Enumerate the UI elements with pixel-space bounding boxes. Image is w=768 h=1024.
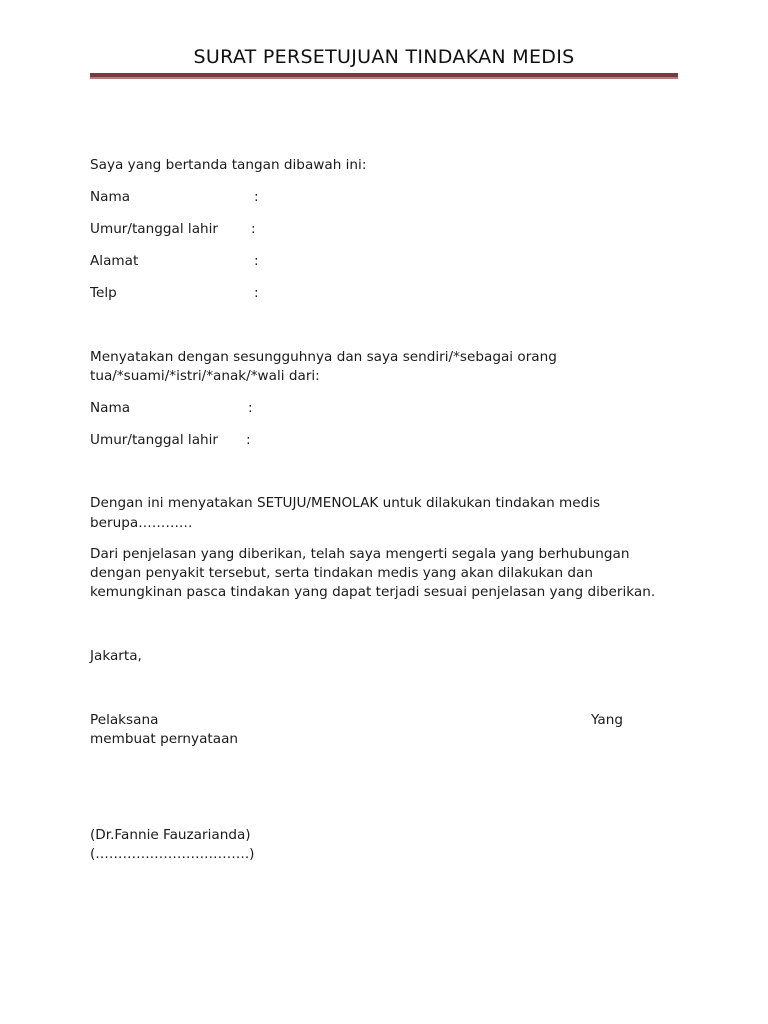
- signer-address-label: Alamat: [90, 253, 139, 269]
- consent-line-2: berupa…………: [90, 515, 193, 531]
- signer-address-colon: :: [254, 253, 259, 269]
- place-text: Jakarta,: [90, 648, 142, 664]
- explanation-line-1: Dari penjelasan yang diberikan, telah saya mengerti segala yang berhubungan: [90, 546, 630, 562]
- signature-right-role-word: Yang: [591, 712, 624, 728]
- title-divider: [90, 73, 678, 79]
- explanation-line-3: kemungkinan pasca tindakan yang dapat terjadi sesuai penjelasan yang diberikan.: [90, 584, 656, 600]
- explanation-line-2: dengan penyakit tersebut, serta tindakan medis yang akan dilakukan dan: [90, 565, 593, 581]
- patient-name-label: Nama: [90, 400, 131, 416]
- patient-age-label: Umur/tanggal lahir: [90, 432, 219, 448]
- statement-line-2: tua/*suami/*istri/*anak/*wali dari:: [90, 368, 320, 384]
- patient-age-colon: :: [246, 432, 251, 448]
- signer-phone-colon: :: [254, 285, 259, 301]
- signer-name-colon: :: [254, 189, 259, 205]
- document-title: SURAT PERSETUJUAN TINDAKAN MEDIS: [193, 46, 575, 68]
- signature-left-name: (Dr.Fannie Fauzarianda): [90, 827, 251, 843]
- signature-left-role: Pelaksana: [90, 712, 159, 728]
- signer-phone-label: Telp: [90, 285, 117, 301]
- signature-right-role: membuat pernyataan: [90, 731, 239, 747]
- patient-name-colon: :: [248, 400, 253, 416]
- signer-age-label: Umur/tanggal lahir: [90, 221, 219, 237]
- intro-text: Saya yang bertanda tangan dibawah ini:: [90, 157, 367, 173]
- signature-right-name: (…………………………….): [90, 846, 255, 862]
- signer-name-label: Nama: [90, 189, 131, 205]
- signer-age-colon: :: [251, 221, 256, 237]
- consent-line-1: Dengan ini menyatakan SETUJU/MENOLAK untuk dilakukan tindakan medis: [90, 495, 601, 511]
- statement-line-1: Menyatakan dengan sesungguhnya dan saya sendiri/*sebagai orang: [90, 349, 557, 365]
